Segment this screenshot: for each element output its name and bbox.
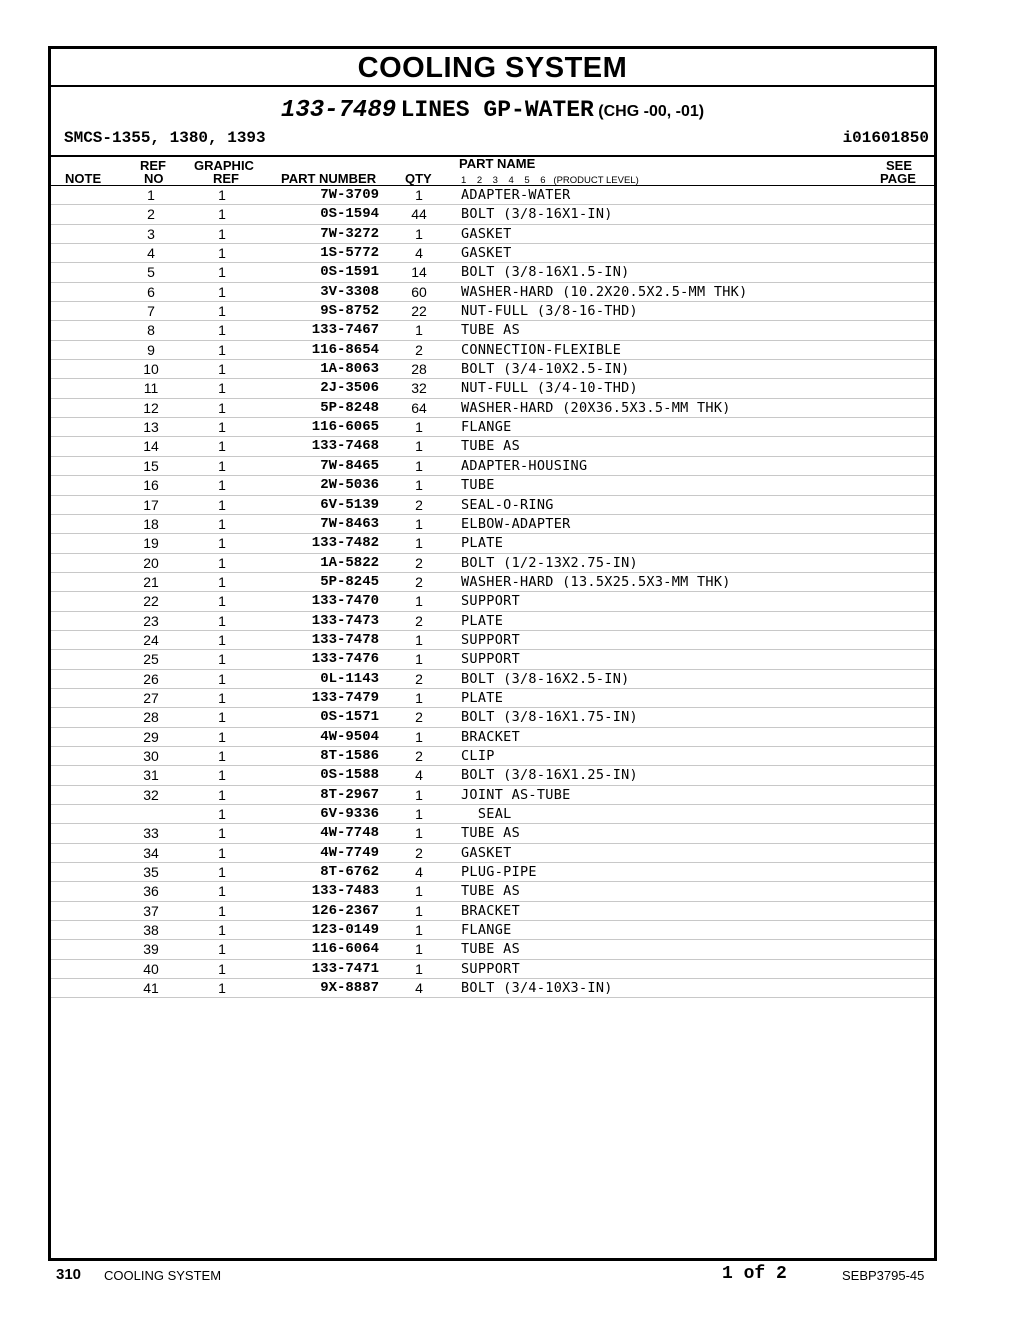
part-name: CONNECTION-FLEXIBLE [461, 341, 622, 358]
part-number: 3V-3308 [320, 283, 379, 300]
part-number: 6V-5139 [320, 496, 379, 513]
col-note: NOTE [65, 171, 102, 186]
title-box [51, 49, 934, 87]
part-number: 133-7476 [311, 651, 379, 668]
part-name: GASKET [461, 225, 512, 242]
part-number: 2J-3506 [320, 380, 379, 397]
part-number: 5P-8245 [320, 573, 379, 590]
graphic-ref: 1 [218, 303, 226, 320]
graphic-ref: 1 [218, 786, 226, 803]
part-name: BOLT (3/8-16X1.25-IN) [461, 767, 638, 784]
ref-no: 30 [143, 747, 159, 764]
graphic-ref: 1 [218, 593, 226, 610]
ref-no: 25 [143, 651, 159, 668]
graphic-ref: 1 [218, 457, 226, 474]
ref-no: 28 [143, 709, 159, 726]
part-name: SEAL-O-RING [461, 496, 554, 513]
graphic-ref: 1 [218, 747, 226, 764]
graphic-ref: 1 [218, 187, 226, 203]
parts-table-body [51, 186, 934, 998]
part-name: ADAPTER-HOUSING [461, 457, 588, 474]
part-name: PLATE [461, 689, 504, 706]
graphic-ref: 1 [218, 380, 226, 397]
ref-no: 3 [147, 225, 155, 242]
graphic-ref: 1 [218, 515, 226, 532]
part-number: 7W-8465 [320, 457, 379, 474]
part-number: 116-8654 [311, 341, 379, 358]
quantity: 1 [415, 728, 423, 745]
ref-no: 20 [143, 554, 159, 571]
part-name: JOINT AS-TUBE [461, 786, 571, 803]
part-name: ELBOW-ADAPTER [461, 515, 571, 532]
quantity: 2 [415, 670, 423, 687]
table-row [51, 882, 934, 901]
part-number: 133-7483 [311, 883, 379, 900]
quantity: 2 [415, 844, 423, 861]
footer-section: COOLING SYSTEM [104, 1268, 222, 1283]
quantity: 1 [415, 631, 423, 648]
table-row [51, 940, 934, 959]
col-see-bottom: PAGE [880, 171, 916, 186]
graphic-ref: 1 [218, 399, 226, 416]
quantity: 1 [415, 902, 423, 919]
graphic-ref: 1 [218, 361, 226, 378]
part-number: 7W-8463 [320, 515, 379, 532]
graphic-ref: 1 [218, 535, 226, 552]
part-number: 4W-7748 [320, 825, 379, 842]
table-row [51, 708, 934, 727]
ref-no: 6 [147, 283, 155, 300]
graphic-ref: 1 [218, 883, 226, 900]
part-number: 9X-8887 [320, 980, 379, 997]
col-graphic-top: GRAPHIC [194, 158, 254, 173]
part-name: SUPPORT [461, 960, 520, 977]
ref-no: 5 [147, 264, 155, 281]
quantity: 1 [415, 825, 423, 842]
ref-no: 16 [143, 477, 159, 494]
part-name: FLANGE [461, 419, 512, 436]
ref-no: 39 [143, 941, 159, 958]
part-name: TUBE AS [461, 883, 520, 900]
table-row [51, 437, 934, 456]
ref-no: 14 [143, 438, 159, 455]
quantity: 1 [415, 941, 423, 958]
part-name: BOLT (3/8-16X1-IN) [461, 206, 613, 223]
ref-no: 17 [143, 496, 159, 513]
table-row [51, 650, 934, 669]
ref-no: 33 [143, 825, 159, 842]
graphic-ref: 1 [218, 670, 226, 687]
part-name: CLIP [461, 747, 495, 764]
graphic-ref: 1 [218, 767, 226, 784]
group-title [51, 87, 934, 127]
ref-no: 10 [143, 361, 159, 378]
quantity: 1 [415, 535, 423, 552]
part-number: 0S-1588 [320, 767, 379, 784]
ref-no: 18 [143, 515, 159, 532]
part-name: BRACKET [461, 902, 520, 919]
quantity: 22 [411, 303, 427, 320]
ref-no: 11 [143, 380, 159, 397]
ref-no: 8 [147, 322, 155, 339]
ref-no: 9 [147, 341, 155, 358]
part-number: 1S-5772 [320, 245, 379, 262]
graphic-ref: 1 [218, 496, 226, 513]
part-name: PLUG-PIPE [461, 864, 537, 881]
quantity: 64 [411, 399, 427, 416]
part-number: 4W-7749 [320, 844, 379, 861]
part-number: 2W-5036 [320, 477, 379, 494]
quantity: 1 [415, 922, 423, 939]
ref-no: 36 [143, 883, 159, 900]
part-number: 133-7482 [311, 535, 379, 552]
graphic-ref: 1 [218, 264, 226, 281]
smcs-codes: SMCS-1355, 1380, 1393 [64, 129, 266, 147]
graphic-ref: 1 [218, 341, 226, 358]
table-row [51, 360, 934, 379]
quantity: 1 [415, 477, 423, 494]
ref-no: 4 [147, 245, 155, 262]
table-row [51, 728, 934, 747]
part-name: SEAL [461, 806, 512, 822]
part-number: 7W-3709 [320, 187, 379, 203]
graphic-ref: 1 [218, 206, 226, 223]
table-header [51, 157, 934, 186]
ref-no: 19 [143, 535, 159, 552]
table-row [51, 824, 934, 843]
part-name: PLATE [461, 535, 504, 552]
graphic-ref: 1 [218, 419, 226, 436]
ref-no: 24 [143, 631, 159, 648]
table-row [51, 457, 934, 476]
footer-sheet: 1 of 2 [722, 1264, 787, 1284]
page-footer [0, 1263, 1020, 1293]
col-qty: QTY [405, 171, 432, 186]
table-row [51, 534, 934, 553]
table-row [51, 379, 934, 398]
graphic-ref: 1 [218, 689, 226, 706]
part-number: 5P-8248 [320, 399, 379, 416]
graphic-ref: 1 [218, 438, 226, 455]
table-row [51, 573, 934, 592]
smcs-row [51, 127, 934, 157]
part-name: BOLT (3/8-16X1.5-IN) [461, 264, 630, 281]
quantity: 1 [415, 883, 423, 900]
part-number: 0L-1143 [320, 670, 379, 687]
quantity: 4 [415, 864, 423, 881]
table-row [51, 554, 934, 573]
part-number: 8T-2967 [320, 786, 379, 803]
quantity: 1 [415, 187, 423, 203]
part-name: WASHER-HARD (10.2X20.5X2.5-MM THK) [461, 283, 748, 300]
graphic-ref: 1 [218, 283, 226, 300]
quantity: 1 [415, 593, 423, 610]
part-name: BOLT (3/4-10X3-IN) [461, 980, 613, 997]
part-number: 123-0149 [311, 922, 379, 939]
table-row [51, 225, 934, 244]
ref-no: 35 [143, 864, 159, 881]
part-name: TUBE AS [461, 825, 520, 842]
graphic-ref: 1 [218, 980, 226, 997]
ref-no: 37 [143, 902, 159, 919]
part-number: 126-2367 [311, 902, 379, 919]
graphic-ref: 1 [218, 825, 226, 842]
graphic-ref: 1 [218, 477, 226, 494]
part-number: 133-7479 [311, 689, 379, 706]
quantity: 1 [415, 689, 423, 706]
ref-no: 21 [143, 573, 159, 590]
part-name: GASKET [461, 245, 512, 262]
part-number: 133-7470 [311, 593, 379, 610]
illustration-id: i01601850 [842, 129, 929, 147]
quantity: 2 [415, 573, 423, 590]
quantity: 60 [411, 283, 427, 300]
part-number: 4W-9504 [320, 728, 379, 745]
part-name: BOLT (3/8-16X1.75-IN) [461, 709, 638, 726]
quantity: 14 [411, 264, 427, 281]
quantity: 1 [415, 806, 423, 822]
quantity: 2 [415, 496, 423, 513]
graphic-ref: 1 [218, 728, 226, 745]
part-name: SUPPORT [461, 593, 520, 610]
ref-no: 2 [147, 206, 155, 223]
col-product-levels: 1 2 3 4 5 6 (PRODUCT LEVEL) [461, 175, 639, 186]
table-row [51, 766, 934, 785]
ref-no: 34 [143, 844, 159, 861]
part-name: PLATE [461, 612, 504, 629]
ref-no: 26 [143, 670, 159, 687]
change-level: (CHG -00, -01) [598, 103, 705, 120]
part-number: 1A-5822 [320, 554, 379, 571]
ref-no: 7 [147, 303, 155, 320]
quantity: 1 [415, 457, 423, 474]
part-name: TUBE AS [461, 941, 520, 958]
part-number: 0S-1591 [320, 264, 379, 281]
graphic-ref: 1 [218, 844, 226, 861]
ref-no: 31 [143, 767, 159, 784]
part-number: 1A-8063 [320, 361, 379, 378]
graphic-ref: 1 [218, 612, 226, 629]
part-name: NUT-FULL (3/8-16-THD) [461, 303, 638, 320]
part-name: GASKET [461, 844, 512, 861]
table-row [51, 844, 934, 863]
quantity: 1 [415, 419, 423, 436]
table-row [51, 747, 934, 766]
part-name: TUBE [461, 477, 495, 494]
ref-no: 13 [143, 419, 159, 436]
page-title: COOLING SYSTEM [357, 52, 628, 84]
part-name: SUPPORT [461, 631, 520, 648]
table-row [51, 902, 934, 921]
table-row [51, 592, 934, 611]
group-number: 133-7489 [280, 97, 397, 124]
table-row [51, 631, 934, 650]
part-name: BOLT (3/4-10X2.5-IN) [461, 361, 630, 378]
table-row [51, 341, 934, 360]
quantity: 1 [415, 322, 423, 339]
part-number: 8T-6762 [320, 864, 379, 881]
graphic-ref: 1 [218, 902, 226, 919]
ref-no: 23 [143, 612, 159, 629]
table-row [51, 399, 934, 418]
quantity: 2 [415, 612, 423, 629]
graphic-ref: 1 [218, 960, 226, 977]
table-row [51, 786, 934, 805]
part-number: 6V-9336 [320, 806, 379, 822]
ref-no: 1 [147, 187, 155, 203]
part-name: BRACKET [461, 728, 520, 745]
part-number: 8T-1586 [320, 747, 379, 764]
quantity: 4 [415, 245, 423, 262]
ref-no: 12 [143, 399, 159, 416]
quantity: 4 [415, 980, 423, 997]
graphic-ref: 1 [218, 864, 226, 881]
quantity: 32 [411, 380, 427, 397]
part-name: FLANGE [461, 922, 512, 939]
part-number: 116-6064 [311, 941, 379, 958]
table-row [51, 205, 934, 224]
quantity: 2 [415, 554, 423, 571]
graphic-ref: 1 [218, 651, 226, 668]
part-number: 133-7467 [311, 322, 379, 339]
quantity: 1 [415, 225, 423, 242]
part-name: BOLT (1/2-13X2.75-IN) [461, 554, 638, 571]
footer-document: SEBP3795-45 [842, 1268, 925, 1283]
table-row [51, 689, 934, 708]
graphic-ref: 1 [218, 573, 226, 590]
part-number: 133-7473 [311, 612, 379, 629]
quantity: 2 [415, 747, 423, 764]
ref-no: 40 [143, 960, 159, 977]
part-name: TUBE AS [461, 438, 520, 455]
graphic-ref: 1 [218, 709, 226, 726]
table-row [51, 263, 934, 282]
col-graphic-bottom: REF [213, 171, 239, 186]
part-name: WASHER-HARD (20X36.5X3.5-MM THK) [461, 399, 731, 416]
part-number: 133-7471 [311, 960, 379, 977]
quantity: 1 [415, 515, 423, 532]
table-row [51, 612, 934, 631]
part-number: 116-6065 [311, 419, 379, 436]
quantity: 1 [415, 438, 423, 455]
table-row [51, 670, 934, 689]
table-row [51, 476, 934, 495]
table-row [51, 321, 934, 340]
table-row [51, 805, 934, 824]
quantity: 44 [411, 206, 427, 223]
col-ref-bottom: NO [144, 171, 164, 186]
col-see-top: SEE [886, 158, 913, 173]
graphic-ref: 1 [218, 941, 226, 958]
ref-no: 29 [143, 728, 159, 745]
ref-no: 22 [143, 593, 159, 610]
col-ref-top: REF [140, 158, 166, 173]
quantity: 2 [415, 709, 423, 726]
table-row [51, 302, 934, 321]
col-part-number: PART NUMBER [281, 171, 377, 186]
quantity: 1 [415, 960, 423, 977]
graphic-ref: 1 [218, 631, 226, 648]
part-number: 0S-1571 [320, 709, 379, 726]
ref-no: 41 [143, 980, 159, 997]
col-part-name: PART NAME [459, 156, 536, 171]
quantity: 4 [415, 767, 423, 784]
table-row [51, 283, 934, 302]
footer-page-number: 310 [56, 1266, 82, 1283]
part-name: SUPPORT [461, 651, 520, 668]
table-row [51, 863, 934, 882]
table-row [51, 244, 934, 263]
table-row [51, 186, 934, 205]
page-frame [48, 46, 937, 1261]
graphic-ref: 1 [218, 806, 226, 822]
graphic-ref: 1 [218, 322, 226, 339]
part-name: ADAPTER-WATER [461, 187, 571, 203]
part-number: 7W-3272 [320, 225, 379, 242]
part-name: BOLT (3/8-16X2.5-IN) [461, 670, 630, 687]
part-number: 0S-1594 [320, 206, 379, 223]
table-row [51, 921, 934, 940]
table-row [51, 496, 934, 515]
part-number: 133-7478 [311, 631, 379, 648]
ref-no: 15 [143, 457, 159, 474]
ref-no: 38 [143, 922, 159, 939]
part-number: 9S-8752 [320, 303, 379, 320]
graphic-ref: 1 [218, 554, 226, 571]
group-name: LINES GP-WATER [400, 97, 594, 123]
table-row [51, 515, 934, 534]
quantity: 1 [415, 651, 423, 668]
part-name: TUBE AS [461, 322, 520, 339]
graphic-ref: 1 [218, 245, 226, 262]
part-name: WASHER-HARD (13.5X25.5X3-MM THK) [461, 573, 731, 590]
graphic-ref: 1 [218, 922, 226, 939]
quantity: 1 [415, 786, 423, 803]
ref-no: 32 [143, 786, 159, 803]
part-number: 133-7468 [311, 438, 379, 455]
table-row [51, 979, 934, 998]
quantity: 28 [411, 361, 427, 378]
table-row [51, 960, 934, 979]
table-row [51, 418, 934, 437]
quantity: 2 [415, 341, 423, 358]
ref-no: 27 [143, 689, 159, 706]
part-name: NUT-FULL (3/4-10-THD) [461, 380, 638, 397]
graphic-ref: 1 [218, 225, 226, 242]
